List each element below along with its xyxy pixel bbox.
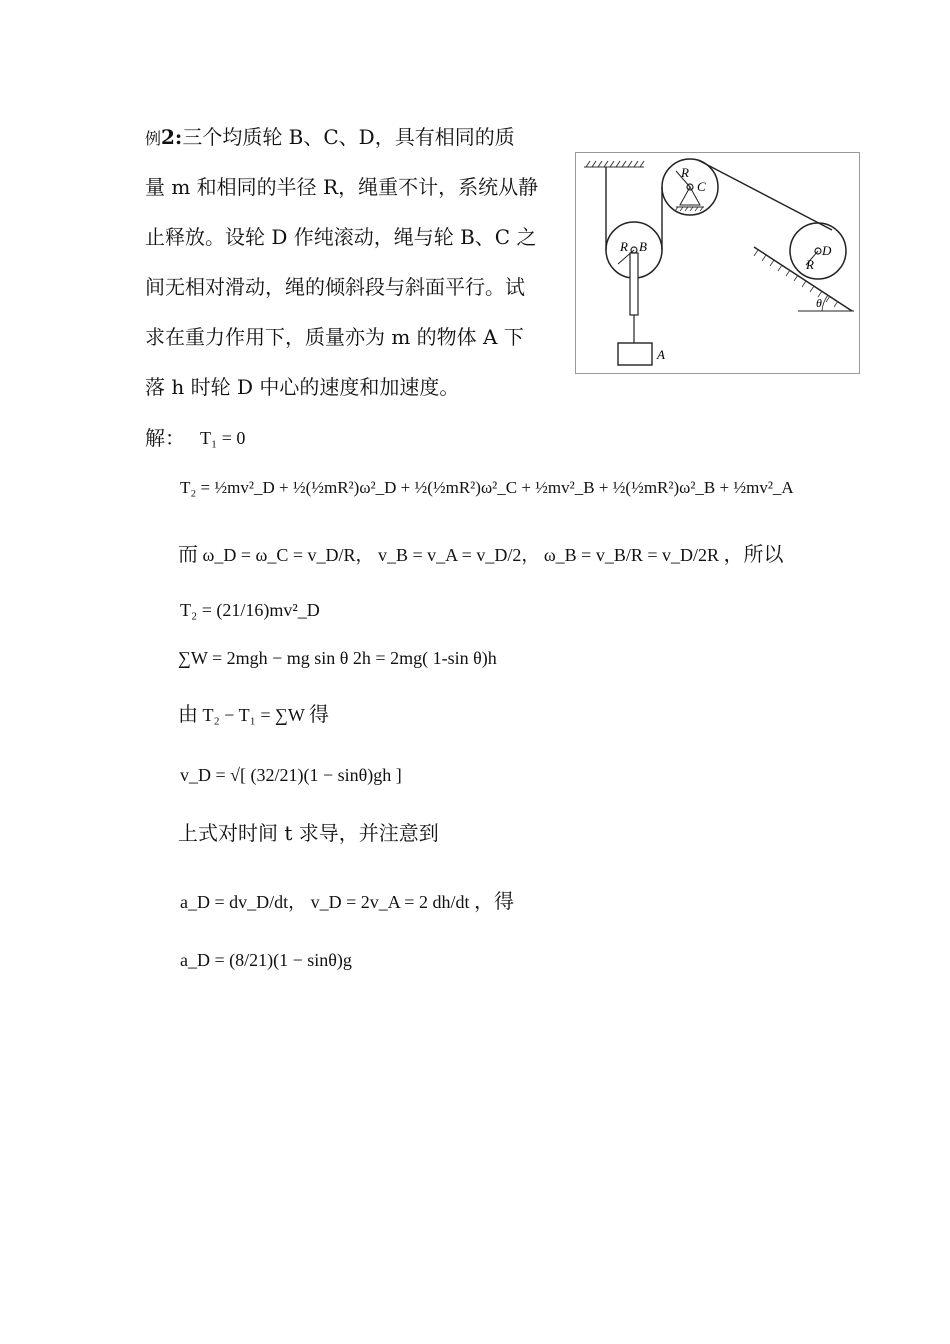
problem-line-6: 落 h 时轮 D 中心的速度和加速度。 — [145, 375, 460, 399]
block-a — [618, 343, 652, 365]
derive-text: 上式对时间 t 求导，并注意到 — [178, 821, 439, 845]
eq-relations: ω_D = ω_C = v_D/R， v_B = v_A = v_D/2， ω_B = v_B/R = v_D/2R — [202, 545, 719, 565]
eq-t2: T₂ = ½mv²_D + ½(½mR²)ω²_D + ½(½mR²)ω²_C + ½mv²_B + ½(½mR²)ω²_B + ½mv²_A — [180, 478, 794, 497]
relations-prefix: 而 — [178, 542, 198, 566]
label-r-c: R — [681, 165, 689, 180]
theta-arc — [822, 295, 828, 311]
rod-b — [630, 253, 638, 315]
eq-relations-line — [178, 538, 784, 567]
label-r-d: R — [806, 257, 814, 272]
from-suffix: 得 — [309, 702, 330, 726]
eq-t2-result: T₂ = (21/16)mv²_D — [180, 600, 320, 620]
eq-work: ∑W = 2mgh − mg sin θ 2h = 2mg( 1-sin θ)h — [178, 648, 497, 668]
derivative-suffix: ，得 — [473, 889, 514, 913]
label-r-b: R — [620, 239, 628, 254]
label-theta: θ — [816, 296, 822, 310]
label-b: B — [639, 239, 647, 254]
eq-ad: a_D = (8/21)(1 − sinθ)g — [180, 950, 352, 970]
problem-line-5: 求在重力作用下，质量亦为 m 的物体 A 下 — [145, 325, 524, 349]
from-prefix: 由 — [178, 702, 198, 726]
eq-from-line — [178, 698, 329, 727]
problem-text-1: 三个均质轮 B、C、D，具有相同的质 — [182, 125, 515, 149]
problem-line-2: 量 m 和相同的半径 R，绳重不计，系统从静 — [145, 175, 539, 199]
relations-suffix: ，所以 — [723, 542, 784, 566]
eq-derivative-line — [180, 885, 514, 914]
problem-line-4: 间无相对滑动，绳的倾斜段与斜面平行。试 — [145, 275, 525, 299]
problem-line-1 — [145, 112, 515, 164]
example-number: 2: — [161, 125, 183, 149]
label-c: C — [697, 179, 706, 194]
eq-t1: T₁ = 0 — [200, 428, 246, 448]
ceiling-support — [584, 161, 644, 167]
pulley-diagram-svg — [576, 153, 859, 373]
example-label: 例 — [145, 129, 162, 148]
eq-derivative: a_D = dv_D/dt， v_D = 2v_A = 2 dh/dt — [180, 892, 470, 912]
problem-line-3: 止释放。设轮 D 作纯滚动，绳与轮 B、C 之 — [145, 225, 537, 249]
label-d: D — [822, 243, 832, 258]
pulley-diagram — [575, 152, 860, 374]
label-a: A — [657, 347, 665, 362]
eq-from: T₂ − T₁ = ∑W — [202, 705, 305, 725]
solution-heading: 解： — [145, 426, 185, 450]
eq-vd: v_D = √[ (32/21)(1 − sinθ)gh ] — [180, 765, 402, 785]
rope-c-d — [698, 160, 832, 230]
